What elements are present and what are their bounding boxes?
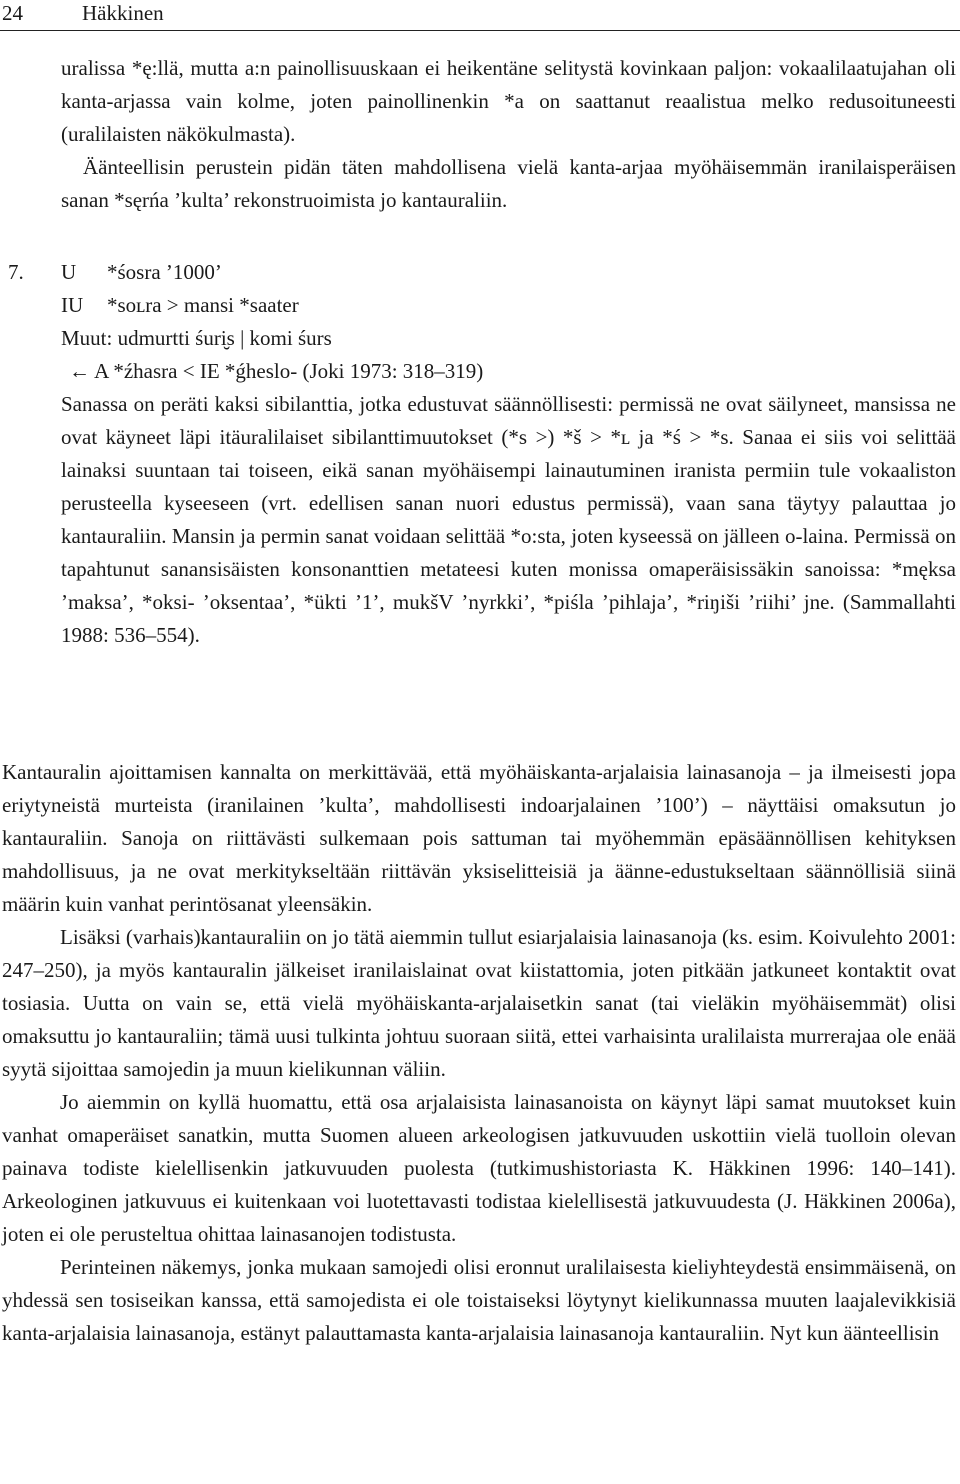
- intro-paragraph-2: Äänteellisin perustein pidän täten mahdollisena vielä kanta-arjaa myöhäisemmän iranilaisperäisen sanan *sęrńa ’kulta’ rekonstruoimista jo kantauraliin.: [61, 155, 956, 212]
- running-head-author: Häkkinen: [82, 1, 164, 25]
- intro-paragraph-1: uralissa *ę:llä, mutta a:n painollisuuskaan ei heikentäne selitystä kovinkaan paljon: vokaalilaatujahan oli kanta-arjassa vain kolme, joten painollinenkin *a on saattanut reaalistua melko redusoituneesti (uralilaisten näkökulmasta).: [61, 56, 956, 146]
- main-paragraph-4: Perinteinen näkemys, jonka mukaan samojedi olisi eronnut uralilaisesta kieliyhteydestä ensimmäisenä, on yhdessä sen tosiseikan kanssa, että samojedista ei ole toistaiseksi löytynyt kielikunnassa muuten laajalevikkisiä kanta-arjalaisia lainasanoja, estänyt palauttamasta kanta-arjalaisia lainasanoja kantauraliin. Nyt kun äänteellisin: [2, 1255, 956, 1345]
- entry-body-paragraph: Sanassa on peräti kaksi sibilanttia, jotka edustuvat säännöllisesti: permissä ne ovat säilyneet, mansissa ne ovat käyneet läpi itäuralilaiset sibilanttimuutokset (*s >) *š > *ʟ ja *ś > *s. Sanaa ei siis voi selittää lainaksi suuntaan tai toiseen, eikä sanan myöhäisempi lainautuminen iranista permiin tule vokaaliston perusteella kyseeseen (vrt. edellisen sanan nuori edustus permissä), vaan sana täytyy palauttaa jo kantauraliin. Mansin ja permin sanat voidaan selittää *o:sta, joten kyseessä on jälleen o-laina. Permissä on tapahtunut sanansisäisten konsonanttien metateesi kuten monissa omaperäisissäkin sanoissa: *męksa ’maksa’, *oksi- ’oksentaa’, *ükti ’1’, mukšV ’nyrkki’, *piśla ’pihlaja’, *riŋiši ’riihi’ jne. (Sammallahti 1988: 536–554).: [61, 392, 956, 647]
- entry-line-uralic: [61, 256, 956, 289]
- main-paragraph-3: Jo aiemmin on kyllä huomattu, että osa arjalaisista lainasanoista on käynyt läpi samat muutokset kuin vanhat omaperäiset sanatkin, mutta Suomen alueen arkeologisen jatkuvuuden uskottiin vielä tuolloin olevan painava todiste kielellisenkin jatkuvuuden puolesta (tutkimushistoriasta K. Häkkinen 1996: 140–141). Arkeologinen jatkuvuus ei kuitenkaan voi luotettavasti todistaa kielellisestä jatkuvuudesta (J. Häkkinen 2006a), joten ei ole perusteltua ohittaa lainasanojen todistusta.: [2, 1090, 956, 1246]
- main-text: [2, 756, 956, 1350]
- entry-label-iu: IU: [61, 293, 84, 317]
- entry-number: 7.: [8, 260, 24, 284]
- main-paragraph-2: Lisäksi (varhais)kantauraliin on jo tätä aiemmin tullut esiarjalaisia lainasanoja (ks. esim. Koivulehto 2001: 247–250), ja myös kantauralin jälkeiset iranilaislainat ovat kiistattomia, joten pitkään jatkuneet kontaktit ovat tosiasia. Uutta on vain se, että vielä myöhäiskanta-arjalaisetkin sanat (tai vieläkin myöhäisemmät) olisi omaksuttu jo kantauraliin; tämä uusi tulkinta johtuu suoraan siitä, ettei varhaisinta uralilaista murrerajaa ole enää syytä sijoittaa samojedin ja muun kielikunnan väliin.: [2, 925, 956, 1081]
- entry-text-u: *śosra ’1000’: [107, 260, 222, 284]
- entry-line-other: Muut: udmurtti śuri̮s | komi śurs: [61, 326, 332, 350]
- intro-section: [61, 52, 956, 217]
- main-paragraph-1: Kantauralin ajoittamisen kannalta on merkittävää, että myöhäiskanta-arjalaisia lainasanoja – ja ilmeisesti jopa eriytyneistä murteista (iranilainen ’kulta’, mahdollisesti indoarjalainen ’100’) – näyttäisi omaksutun jo kantauraliin. Sanoja on riittävästi sulkemaan pois sattuman tai myöhemmän epäsäännöllisen kehityksen mahdollisuus, ja ne ovat merkitykseltään riittävän yksiselitteisiä ja äänne-edustukseltaan säännöllisiä siinä määrin kuin vanhat perintösanat yleensäkin.: [2, 760, 956, 916]
- entry-line-source: ← A *źhasra < IE *ǵheslo- (Joki 1973: 318–319): [69, 359, 484, 383]
- entry-label-u: U: [61, 260, 77, 284]
- entry-text-iu: *soʟra > mansi *saater: [107, 293, 299, 317]
- running-header: [0, 0, 960, 31]
- entry-line-iu: [61, 289, 956, 322]
- page-number: 24: [2, 1, 23, 25]
